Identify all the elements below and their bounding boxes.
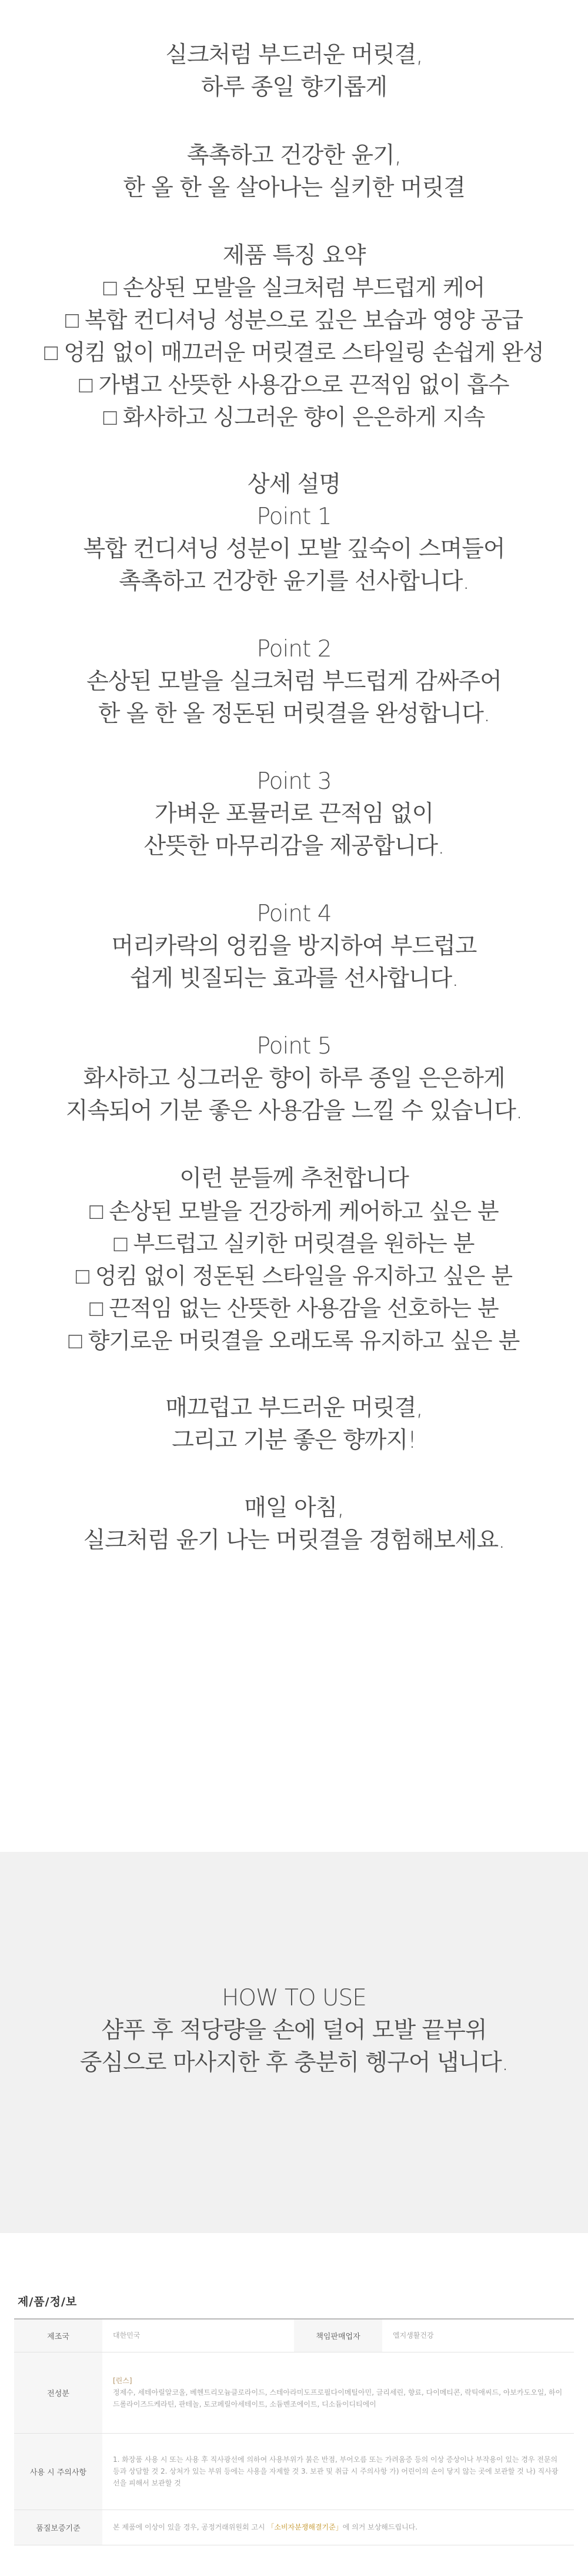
seller-label: 책임판매업자 [294,2319,382,2352]
origin-label: 제조국 [14,2319,102,2352]
caution-label: 사용 시 주의사항 [14,2433,102,2510]
quality-value [102,2510,574,2545]
point-label: Point 3 [256,768,332,795]
point-text: 복합 컨디셔닝 성분이 모발 깊숙이 스며들어 [83,536,505,562]
feature-item: □ 엉킴 없이 매끄러운 머릿결로 스타일링 손쉽게 완성 [44,339,544,365]
point-text: 한 올 한 올 정돈된 머릿결을 완성합니다. [98,701,490,727]
ingredients-label: 전성분 [14,2352,102,2433]
point-label: Point 2 [256,636,332,662]
caution-value: 1. 화장품 사용 시 또는 사용 후 직사광선에 의하여 사용부위가 붉은 반점, 부어오름 또는 가려움증 등의 이상 증상이나 부작용이 있는 경우 전문의 등과 상담할 것 2. 상처가 있는 부위 등에는 사용을 자제할 것 3. 보관 및 취급 시 주의사항 가) 어린이의 손이 닿지 않는 곳에 보관할 것 나) 직사광선을 피해서 보관할 것 [102,2433,574,2510]
feature-item: □ 복합 컨디셔닝 성분으로 깊은 보습과 영양 공급 [65,307,523,333]
point-text: 머리카락의 엉킴을 방지하여 부드럽고 [111,933,477,959]
table-row [14,2319,574,2352]
product-info-table [14,2318,574,2545]
ingredients-heading: [린스] [113,2377,132,2385]
headline-line-2: 하루 종일 향기롭게 [201,74,387,101]
headline-line-1: 실크처럼 부드러운 머릿결, [165,42,423,68]
subheadline-line-2: 한 올 한 올 살아나는 실키한 머릿결 [123,175,465,201]
how-to-use-section [0,1852,588,2233]
quality-label: 품질보증기준 [14,2510,102,2545]
point-text: 지속되어 기분 좋은 사용감을 느낄 수 있습니다. [65,1098,523,1124]
point-text: 산뜻한 마무리감을 제공합니다. [143,833,445,859]
howto-line-1: 샴푸 후 적당량을 손에 덜어 모발 끝부위 [101,2017,487,2044]
recommend-item: □ 손상된 모발을 건강하게 케어하고 싶은 분 [89,1198,499,1224]
feature-item: □ 화사하고 싱그러운 향이 은은하게 지속 [103,404,485,430]
closing-line-2: 그리고 기분 좋은 향까지! [172,1427,416,1454]
howto-line-2: 중심으로 마사지한 후 충분히 헹구어 냅니다. [79,2050,509,2076]
details-title: 상세 설명 [247,471,341,498]
recommend-item: □ 부드럽고 실키한 머릿결을 원하는 분 [113,1231,475,1257]
point-text: 촉촉하고 건강한 윤기를 선사합니다. [119,568,469,595]
ingredients-value [102,2352,574,2433]
recommend-item: □ 엉킴 없이 정돈된 스타일을 유지하고 싶은 분 [75,1263,513,1289]
point-text: 손상된 모발을 실크처럼 부드럽게 감싸주어 [86,668,502,695]
feature-item: □ 손상된 모발을 실크처럼 부드럽게 케어 [103,275,485,301]
recommend-title: 이런 분들께 추천합니다 [179,1165,409,1192]
recommend-item: □ 향기로운 머릿결을 오래도록 유지하고 싶은 분 [68,1328,520,1354]
table-row [14,2352,574,2433]
table-row [14,2510,574,2545]
point-label: Point 4 [256,901,332,927]
point-text: 가벼운 포뮬러로 끈적임 없이 [154,801,434,827]
point-label: Point 5 [256,1033,332,1059]
origin-value: 대한민국 [102,2319,294,2352]
subheadline-line-1: 촉촉하고 건강한 윤기, [186,142,402,169]
closing-line-1: 매끄럽고 부드러운 머릿결, [165,1395,423,1421]
point-text: 화사하고 싱그러운 향이 하루 종일 은은하게 [83,1065,505,1092]
features-title: 제품 특징 요약 [222,242,366,269]
recommend-item: □ 끈적임 없는 산뜻한 사용감을 선호하는 분 [89,1295,499,1321]
point-text: 쉽게 빗질되는 효과를 선사합니다. [129,965,459,992]
howto-title: HOW TO USE [222,1985,366,2011]
table-row [14,2433,574,2510]
closing-line-4: 실크처럼 윤기 나는 머릿결을 경험해보세요. [83,1527,505,1554]
seller-value: 엘지생활건강 [382,2319,574,2352]
ingredients-text: 정제수, 세테아릴알코올, 베헨트리모늄클로라이드, 스테아라미도프로필다이메틸아민, 글리세린, 향료, 다이메티콘, 락틱애씨드, 아보카도오일, 하이드롤라이즈드케라틴, 판테놀, 토코페릴아세테이트, 소듐벤조에이트, 디소듐이디티에이 [113,2388,563,2408]
consumer-dispute-link[interactable]: 「소비자분쟁해결기준」 [267,2523,343,2531]
closing-line-3: 매일 아침, [244,1495,344,1521]
point-label: Point 1 [256,504,332,530]
product-info-title: 제/품/정/보 [18,2295,78,2308]
product-info-section [0,2233,588,2576]
quality-text: 본 제품에 이상이 있을 경우, 공정거래위원회 고시 [113,2523,265,2531]
feature-item: □ 가볍고 산뜻한 사용감으로 끈적임 없이 흡수 [79,372,509,398]
quality-text-end: 에 의거 보상해드립니다. [342,2523,418,2531]
